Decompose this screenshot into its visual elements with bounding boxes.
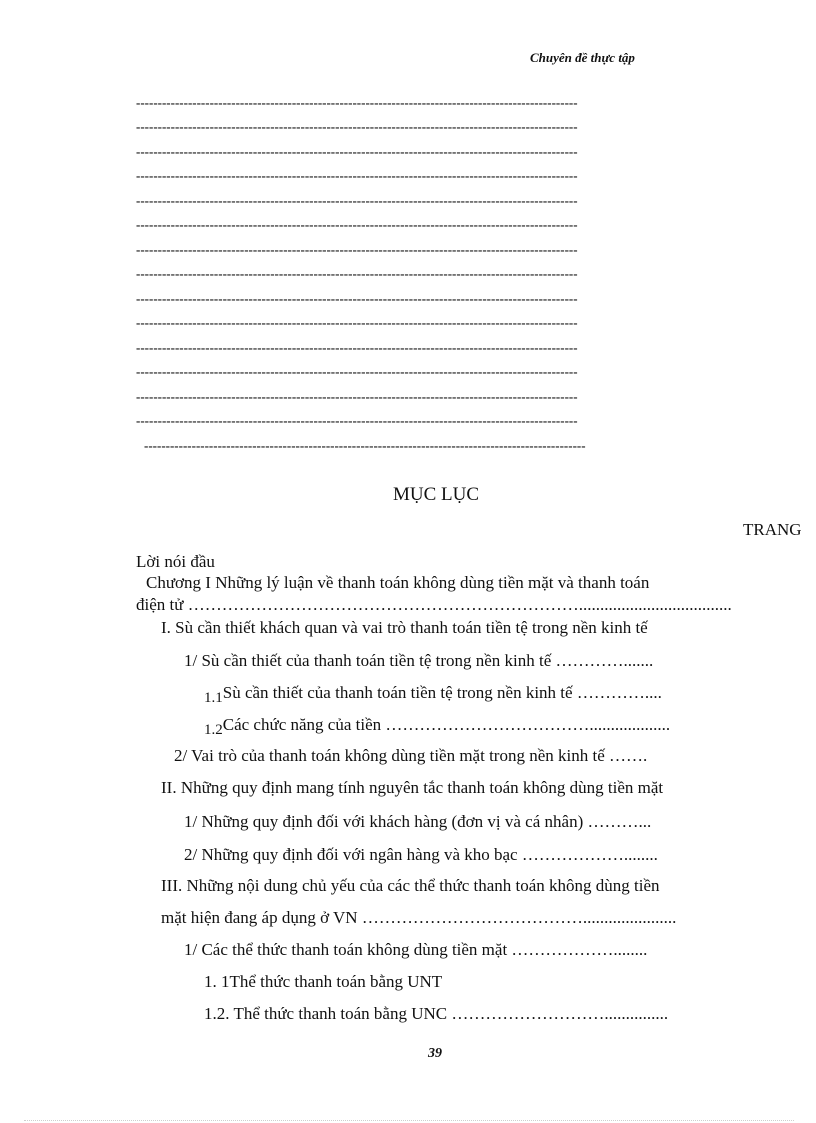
blank-dashed-line: ------------------------------------------------------------------------------------------------------ [136, 169, 578, 183]
toc-entry: 1/ Các thể thức thanh toán không dùng tiền mặt ………………........ [184, 940, 648, 959]
toc-entry: 1.2. Thể thức thanh toán bằng UNC ………………………............... [204, 1004, 669, 1023]
toc-entry-text: Sù cần thiết của thanh toán tiền tệ trong nền kinh tế ………….... [222, 683, 662, 702]
footer-divider [24, 1120, 794, 1121]
toc-entry-number: 1.1 [204, 690, 223, 706]
toc-entry [204, 683, 662, 706]
blank-dashed-line: ------------------------------------------------------------------------------------------------------ [136, 243, 578, 257]
toc-entry: I. Sù cần thiết khách quan và vai trò thanh toán tiền tệ trong nền kinh tế [161, 618, 648, 637]
toc-entry: điện tử …………………………………………………………….................................... [136, 595, 732, 614]
blank-dashed-line: ------------------------------------------------------------------------------------------------------ [136, 316, 578, 330]
toc-entry-text: Các chức năng của tiền ………………………………................... [222, 715, 671, 734]
toc-entry: Lời nói đầu [136, 552, 215, 571]
blank-dashed-line: ------------------------------------------------------------------------------------------------------ [136, 390, 578, 404]
blank-dashed-line: ------------------------------------------------------------------------------------------------------ [136, 341, 578, 355]
toc-page-column-label: TRANG [743, 520, 802, 539]
toc-entry: 1/ Những quy định đối với khách hàng (đơn vị và cá nhân) ………... [184, 812, 652, 831]
running-header: Chuyên đề thực tập [530, 50, 635, 65]
page-number: 39 [428, 1046, 442, 1061]
blank-dashed-line: ------------------------------------------------------------------------------------------------------ [136, 194, 578, 208]
toc-entry: 1/ Sù cần thiết của thanh toán tiền tệ trong nền kinh tế …………....... [184, 651, 654, 670]
toc-entry [204, 715, 671, 738]
blank-dashed-line: ------------------------------------------------------------------------------------------------------ [136, 145, 578, 159]
blank-dashed-line: ------------------------------------------------------------------------------------------------------ [136, 120, 578, 134]
blank-dashed-line: ------------------------------------------------------------------------------------------------------ [136, 365, 578, 379]
toc-title: MỤC LỤC [392, 484, 480, 505]
blank-dashed-line: ------------------------------------------------------------------------------------------------------ [136, 218, 578, 232]
toc-entry: II. Những quy định mang tính nguyên tắc thanh toán không dùng tiền mặt [161, 778, 664, 797]
blank-dashed-line: ------------------------------------------------------------------------------------------------------ [144, 439, 586, 453]
toc-entry: 2/ Những quy định đối với ngân hàng và kho bạc ………………........ [184, 845, 658, 864]
blank-dashed-line: ------------------------------------------------------------------------------------------------------ [136, 414, 578, 428]
toc-entry: 1. 1Thể thức thanh toán bằng UNT [204, 972, 443, 991]
toc-entry: mặt hiện đang áp dụng ở VN …………………………………...................... [161, 908, 677, 927]
toc-entry: III. Những nội dung chủ yếu của các thể thức thanh toán không dùng tiền [161, 876, 660, 895]
toc-entry: Chương I Những lý luận về thanh toán không dùng tiền mặt và thanh toán [146, 573, 650, 592]
toc-entry: 2/ Vai trò của thanh toán không dùng tiền mặt trong nền kinh tế ……. [174, 746, 648, 765]
toc-entry-number: 1.2 [204, 722, 223, 738]
blank-dashed-line: ------------------------------------------------------------------------------------------------------ [136, 292, 578, 306]
blank-dashed-line: ------------------------------------------------------------------------------------------------------ [136, 267, 578, 281]
blank-dashed-line: ------------------------------------------------------------------------------------------------------ [136, 96, 578, 110]
